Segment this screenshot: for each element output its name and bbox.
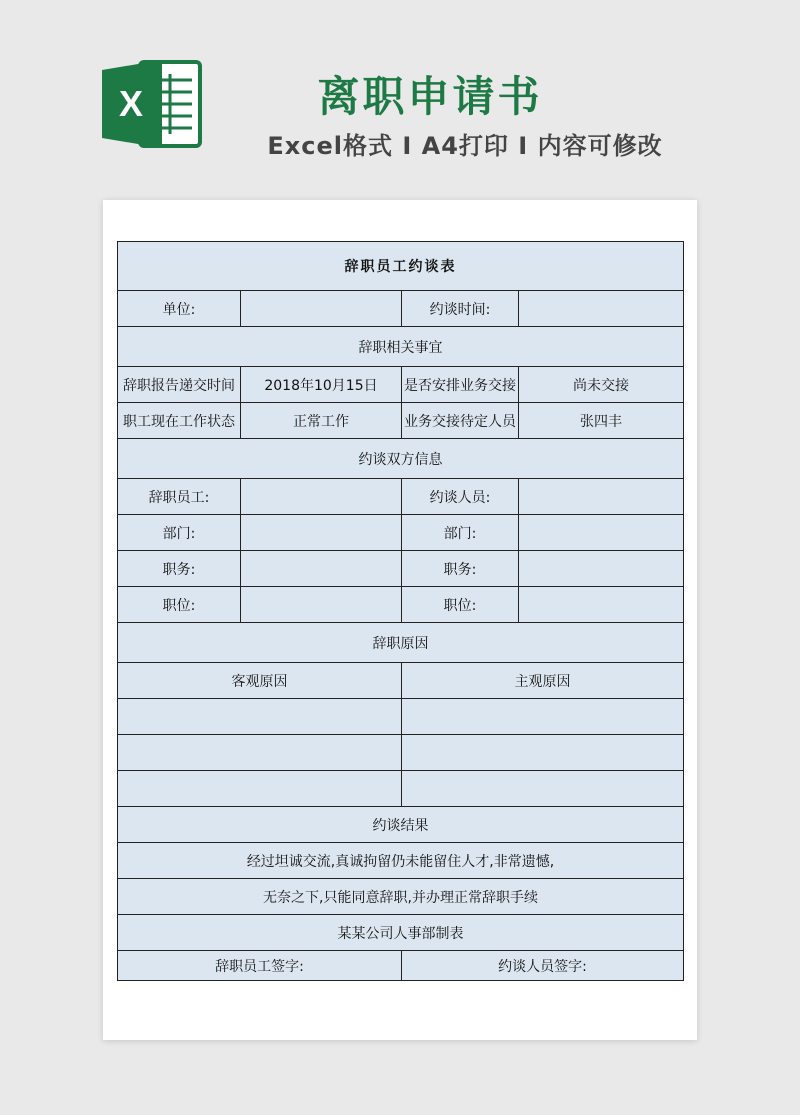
employee-position-label: 职位:: [118, 587, 241, 623]
interviewer-position-field[interactable]: [519, 587, 684, 623]
logo-letter: X: [118, 83, 144, 124]
handover-person-label: 业务交接待定人员: [402, 403, 519, 439]
handover-label: 是否安排业务交接: [402, 367, 519, 403]
interviewer-label: 约谈人员:: [402, 479, 519, 515]
handover-field[interactable]: 尚未交接: [519, 367, 684, 403]
employee-dept-field[interactable]: [241, 515, 402, 551]
employee-position-field[interactable]: [241, 587, 402, 623]
interviewer-field[interactable]: [519, 479, 684, 515]
section-related: 辞职相关事宜: [118, 327, 684, 367]
section-reason: 辞职原因: [118, 623, 684, 663]
made-by: 某某公司人事部制表: [118, 915, 684, 951]
interviewer-job-label: 职务:: [402, 551, 519, 587]
form-title: 辞职员工约谈表: [118, 242, 684, 291]
interviewer-job-field[interactable]: [519, 551, 684, 587]
interviewer-dept-label: 部门:: [402, 515, 519, 551]
subjective-reason-row[interactable]: [402, 735, 684, 771]
header-title: 离职申请书: [317, 72, 543, 121]
employee-job-field[interactable]: [241, 551, 402, 587]
employee-job-label: 职务:: [118, 551, 241, 587]
status-field[interactable]: 正常工作: [241, 403, 402, 439]
section-parties: 约谈双方信息: [118, 439, 684, 479]
interview-form: [117, 241, 684, 981]
excel-icon: [100, 58, 204, 150]
interviewer-signature[interactable]: 约谈人员签字:: [402, 951, 684, 981]
status-label: 职工现在工作状态: [118, 403, 241, 439]
objective-reason-row[interactable]: [118, 735, 402, 771]
subjective-reason-row[interactable]: [402, 699, 684, 735]
interviewer-position-label: 职位:: [402, 587, 519, 623]
header-subtitle: Excel格式 I A4打印 I 内容可修改: [267, 132, 663, 160]
subjective-reason-row[interactable]: [402, 771, 684, 807]
employee-signature[interactable]: 辞职员工签字:: [118, 951, 402, 981]
interview-time-label: 约谈时间:: [402, 291, 519, 327]
handover-person-field[interactable]: 张四丰: [519, 403, 684, 439]
report-time-field[interactable]: 2018年10月15日: [241, 367, 402, 403]
unit-label: 单位:: [118, 291, 241, 327]
unit-field[interactable]: [241, 291, 402, 327]
result-line-1[interactable]: 经过坦诚交流,真诚拘留仍未能留住人才,非常遗憾,: [118, 843, 684, 879]
objective-reason-row[interactable]: [118, 699, 402, 735]
result-line-2[interactable]: 无奈之下,只能同意辞职,并办理正常辞职手续: [118, 879, 684, 915]
interviewer-dept-field[interactable]: [519, 515, 684, 551]
objective-reason-row[interactable]: [118, 771, 402, 807]
employee-field[interactable]: [241, 479, 402, 515]
interview-time-field[interactable]: [519, 291, 684, 327]
employee-dept-label: 部门:: [118, 515, 241, 551]
section-result: 约谈结果: [118, 807, 684, 843]
employee-label: 辞职员工:: [118, 479, 241, 515]
subjective-reason-header: 主观原因: [402, 663, 684, 699]
report-time-label: 辞职报告递交时间: [118, 367, 241, 403]
objective-reason-header: 客观原因: [118, 663, 402, 699]
